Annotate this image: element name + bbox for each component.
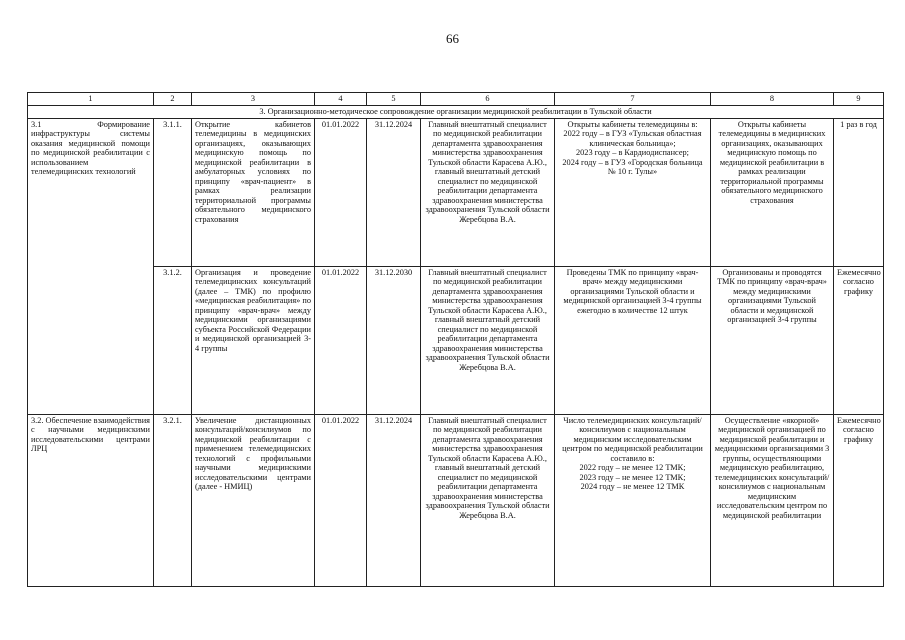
task-cell: 3.1 Формирование инфраструктуры системы оказания медицинской помощи по медицинской реабилитации с использованием телемедицинских технологий — [28, 119, 154, 415]
activity-description: Открытие кабинетов телемедицины в медицинских организациях, оказывающих медицинскую помощь по медицинской реабилитации в амбулаторных условиях по принципу «врач-пациент» в рамках реализации территориальной программы обязательного медицинского страхования — [192, 119, 315, 267]
start-date: 01.01.2022 — [315, 267, 367, 415]
responsible-persons: Главный внештатный специалист по медицинской реабилитации департамента здравоохранения министерства здравоохранения Тульской области Карасева А.Ю., главный внештатный детский специалист по медицинской реабилитации департамента здравоохранения министерства здравоохранения Тульской области Жеребцова В.А. — [421, 119, 555, 267]
task-cell: 3.2. Обеспечение взаимодействия с научными медицинскими исследовательскими центрами ЛРЦ — [28, 415, 154, 587]
column-number: 8 — [711, 93, 834, 106]
column-number: 7 — [555, 93, 711, 106]
expected-result: Число телемедицинских консультаций/консилиумов с национальным медицинским исследовательским центром по медицинской реабилитации составило в: 2022 году – не менее 12 ТМК; 2023 году – не менее 12 ТМК; 2024 году – не менее 12 ТМК — [555, 415, 711, 587]
responsible-persons: Главный внештатный специалист по медицинской реабилитации департамента здравоохранения министерства здравоохранения Тульской области Карасева А.Ю., главный внештатный детский специалист по медицинской реабилитации департамента здравоохранения министерства здравоохранения Тульской области Жеребцова В.А. — [421, 415, 555, 587]
frequency: 1 раз в год — [834, 119, 884, 267]
column-number: 9 — [834, 93, 884, 106]
outcome: Осуществление «якорной» медицинской организацией по медицинской реабилитации и медицинскими организациями 3 группы, осуществляющими медицинскую реабилитацию, телемедицинских консультаций/консилиумов с национальным медицинским исследовательским центром по медицинской реабилитации — [711, 415, 834, 587]
column-number-row — [28, 93, 884, 106]
column-number: 5 — [367, 93, 421, 106]
page-number: 66 — [446, 31, 459, 46]
column-number: 4 — [315, 93, 367, 106]
start-date: 01.01.2022 — [315, 119, 367, 267]
frequency: Ежемесячно согласно графику — [834, 415, 884, 587]
section-row — [28, 106, 884, 119]
column-number: 3 — [192, 93, 315, 106]
outcome: Организованы и проводятся ТМК по принципу «врач-врач» между медицинскими организациями Тульской области и медицинской организацией 3-4 группы — [711, 267, 834, 415]
column-number: 1 — [28, 93, 154, 106]
section-title: 3. Организационно-методическое сопровождение организации медицинской реабилитации в Тульской области — [28, 106, 884, 119]
end-date: 31.12.2024 — [367, 415, 421, 587]
table-row — [28, 119, 884, 267]
table-row — [28, 415, 884, 587]
activity-description: Увеличение дистанционных консультаций/консилиумов по медицинской реабилитации с применением телемедицинских технологий с профильными научными медицинскими исследовательскими центрами (далее - НМИЦ) — [192, 415, 315, 587]
plan-table — [27, 92, 884, 587]
end-date: 31.12.2024 — [367, 119, 421, 267]
activity-code: 3.1.2. — [154, 267, 192, 415]
activity-code: 3.2.1. — [154, 415, 192, 587]
start-date: 01.01.2022 — [315, 415, 367, 587]
activity-description: Организация и проведение телемедицинских консультаций (далее – ТМК) по профилю «медицинская реабилитация» по принципу «врач-врач» между медицинскими организациями субъекта Российской Федерации и медицинской организацией 3-4 группы — [192, 267, 315, 415]
column-number: 2 — [154, 93, 192, 106]
expected-result: Открыты кабинеты телемедицины в: 2022 году – в ГУЗ «Тульская областная клиническая больница»; 2023 году – в Кардиодиспансер; 2024 году – в ГУЗ «Городская больница № 10 г. Тулы» — [555, 119, 711, 267]
outcome: Открыты кабинеты телемедицины в медицинских организациях, оказывающих медицинскую помощь по медицинской реабилитации в рамках реализации территориальной программы обязательного медицинского страхования — [711, 119, 834, 267]
table-row — [28, 267, 884, 415]
activity-code: 3.1.1. — [154, 119, 192, 267]
frequency: Ежемесячно согласно графику — [834, 267, 884, 415]
column-number: 6 — [421, 93, 555, 106]
responsible-persons: Главный внештатный специалист по медицинской реабилитации департамента здравоохранения министерства здравоохранения Тульской области Карасева А.Ю., главный внештатный детский специалист по медицинской реабилитации департамента здравоохранения министерства здравоохранения Тульской области Жеребцова В.А. — [421, 267, 555, 415]
expected-result: Проведены ТМК по принципу «врач-врач» между медицинскими организациями Тульской области и медицинской организацией 3-4 группы ежегодно в количестве 12 штук — [555, 267, 711, 415]
end-date: 31.12.2030 — [367, 267, 421, 415]
